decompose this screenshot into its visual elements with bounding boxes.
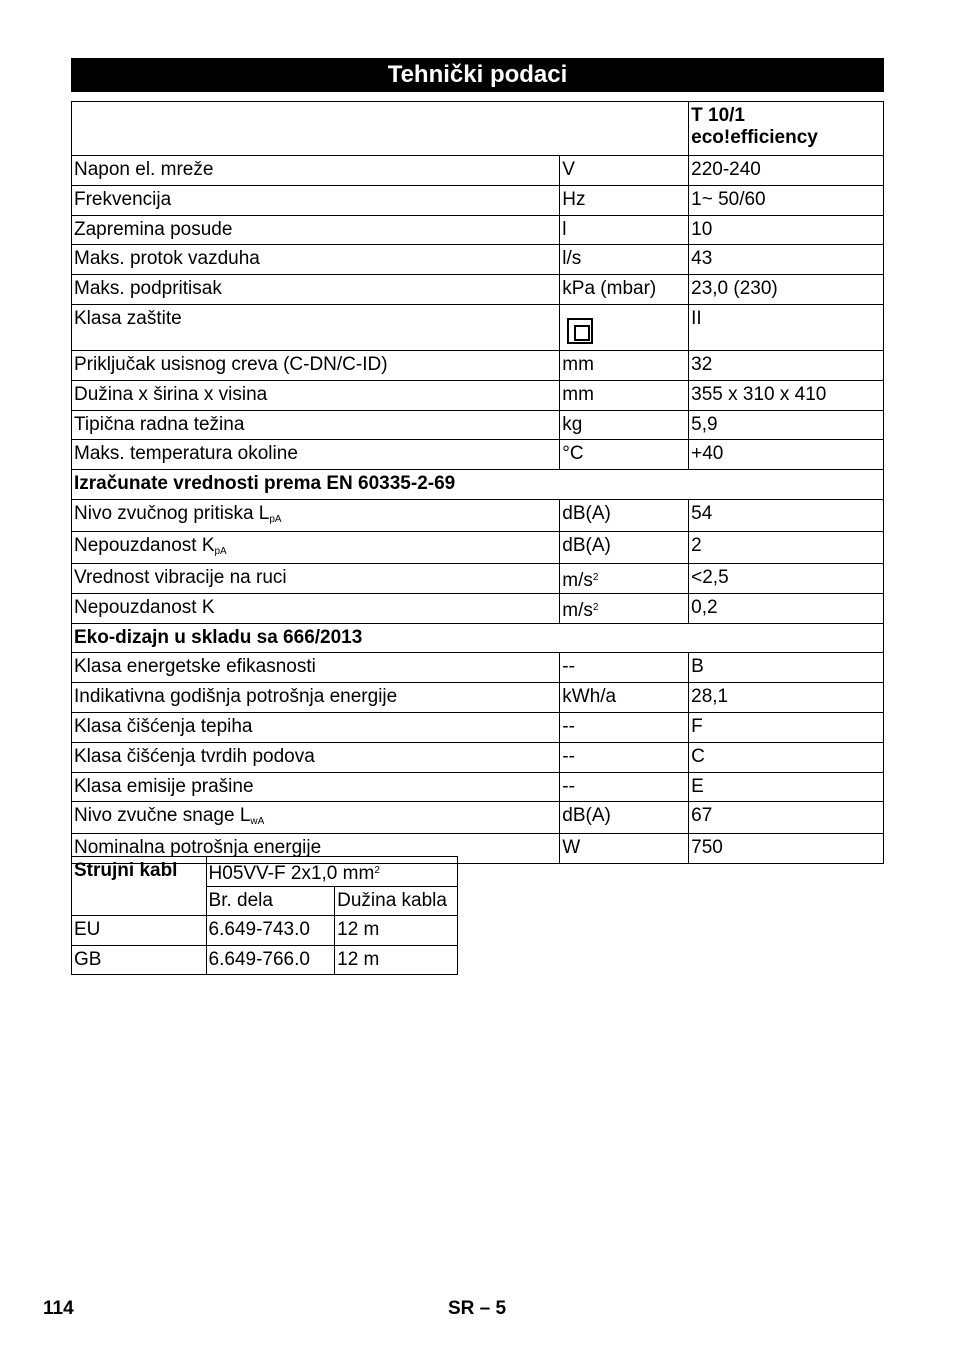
- spec-label: Tipična radna težina: [72, 410, 560, 440]
- spec-label: Vrednost vibracije na ruci: [72, 563, 560, 593]
- table-row: [72, 304, 884, 350]
- spec-label: Nepouzdanost K: [72, 593, 560, 623]
- table-row: [72, 380, 884, 410]
- cable-region: GB: [72, 945, 207, 975]
- spec-label: Dužina x širina x visina: [72, 380, 560, 410]
- table-row: [72, 593, 884, 623]
- table-row: [72, 215, 884, 245]
- spec-value: 2: [689, 531, 884, 563]
- spec-unit: $m/s^2$: [560, 593, 689, 623]
- table-row: [72, 410, 884, 440]
- spec-unit: kPa (mbar): [560, 275, 689, 305]
- spec-label: Maks. protok vazduha: [72, 245, 560, 275]
- spec-unit: --: [560, 772, 689, 802]
- spec-label: Nivo zvučne snage $L_{wA}$: [72, 802, 560, 834]
- spec-label: Nominalna potrošnja energije: [72, 834, 560, 864]
- table-row: [72, 802, 884, 834]
- protection-class-ii-icon: [567, 318, 593, 344]
- spec-value: 1~ 50/60: [689, 185, 884, 215]
- cable-header-row: [72, 857, 458, 887]
- spec-value: <2,5: [689, 563, 884, 593]
- spec-unit: Hz: [560, 185, 689, 215]
- spec-unit: kWh/a: [560, 683, 689, 713]
- technical-data-table: [71, 101, 884, 864]
- spec-unit: --: [560, 653, 689, 683]
- spec-value: 28,1: [689, 683, 884, 713]
- spec-label: Klasa zaštite: [72, 304, 560, 350]
- table-row: [72, 712, 884, 742]
- table-row: [72, 683, 884, 713]
- model-name: T 10/1 eco!efficiency: [689, 102, 884, 156]
- spec-unit: --: [560, 712, 689, 742]
- spec-label: Napon el. mreže: [72, 156, 560, 186]
- page-title: Tehnički podaci: [71, 58, 884, 92]
- table-row: [72, 275, 884, 305]
- cable-length: 12 m: [335, 945, 458, 975]
- spec-value: 355 x 310 x 410: [689, 380, 884, 410]
- spec-label: Nepouzdanost $K_{pA}$: [72, 531, 560, 563]
- eco-section-heading: Eko-dizajn u skladu sa 666/2013: [72, 623, 884, 653]
- spec-unit: --: [560, 742, 689, 772]
- cable-part-number: 6.649-766.0: [206, 945, 335, 975]
- spec-unit: kg: [560, 410, 689, 440]
- spec-unit: dB(A): [560, 499, 689, 531]
- table-row: [72, 742, 884, 772]
- section-heading-row: [72, 470, 884, 500]
- cable-length: 12 m: [335, 916, 458, 946]
- spec-value: C: [689, 742, 884, 772]
- table-row: [72, 916, 458, 946]
- spec-value: B: [689, 653, 884, 683]
- spec-label: Maks. temperatura okoline: [72, 440, 560, 470]
- spec-unit: l: [560, 215, 689, 245]
- spec-unit: [560, 304, 689, 350]
- table-row: [72, 772, 884, 802]
- spec-value: 750: [689, 834, 884, 864]
- cable-region: EU: [72, 916, 207, 946]
- spec-value: II: [689, 304, 884, 350]
- spec-value: 0,2: [689, 593, 884, 623]
- spec-unit: V: [560, 156, 689, 186]
- spec-label: Klasa energetske efikasnosti: [72, 653, 560, 683]
- table-row: [72, 245, 884, 275]
- table-row: [72, 156, 884, 186]
- spec-value: 5,9: [689, 410, 884, 440]
- header-empty-cell: [72, 102, 689, 156]
- spec-label: Nivo zvučnog pritiska $L_{pA}$: [72, 499, 560, 531]
- spec-unit: $m/s^2$: [560, 563, 689, 593]
- table-row: [72, 350, 884, 380]
- spec-unit: mm: [560, 350, 689, 380]
- spec-unit: dB(A): [560, 802, 689, 834]
- spec-value: 67: [689, 802, 884, 834]
- table-header-row: [72, 102, 884, 156]
- table-row: [72, 440, 884, 470]
- spec-unit: mm: [560, 380, 689, 410]
- spec-value: 54: [689, 499, 884, 531]
- spec-unit: l/s: [560, 245, 689, 275]
- table-row: [72, 653, 884, 683]
- section-heading-row: [72, 623, 884, 653]
- spec-value: 220-240: [689, 156, 884, 186]
- cable-heading: Strujni kabl: [72, 857, 207, 916]
- cable-part-number: 6.649-743.0: [206, 916, 335, 946]
- spec-value: 43: [689, 245, 884, 275]
- power-cable-table: [71, 856, 458, 975]
- col-cable-length: Dužina kabla: [335, 886, 458, 916]
- spec-value: 23,0 (230): [689, 275, 884, 305]
- spec-label: Klasa čišćenja tepiha: [72, 712, 560, 742]
- spec-unit: °C: [560, 440, 689, 470]
- table-row: [72, 531, 884, 563]
- spec-value: 10: [689, 215, 884, 245]
- section-page-label: SR – 5: [448, 1298, 507, 1319]
- spec-value: +40: [689, 440, 884, 470]
- spec-label: Priključak usisnog creva (C-DN/C-ID): [72, 350, 560, 380]
- spec-label: Zapremina posude: [72, 215, 560, 245]
- spec-label: Indikativna godišnja potrošnja energije: [72, 683, 560, 713]
- spec-value: 32: [689, 350, 884, 380]
- col-part-number: Br. dela: [206, 886, 335, 916]
- table-row: [72, 499, 884, 531]
- noise-section-heading: Izračunate vrednosti prema EN 60335-2-69: [72, 470, 884, 500]
- spec-unit: dB(A): [560, 531, 689, 563]
- spec-unit: W: [560, 834, 689, 864]
- table-row: [72, 945, 458, 975]
- page-number: 114: [43, 1298, 74, 1319]
- spec-label: Klasa čišćenja tvrdih podova: [72, 742, 560, 772]
- table-row: [72, 563, 884, 593]
- spec-label: Klasa emisije prašine: [72, 772, 560, 802]
- spec-value: F: [689, 712, 884, 742]
- table-row: [72, 185, 884, 215]
- cable-type: H05VV-F 2x1,0 $mm^2$: [206, 857, 457, 887]
- spec-label: Maks. podpritisak: [72, 275, 560, 305]
- spec-label: Frekvencija: [72, 185, 560, 215]
- spec-value: E: [689, 772, 884, 802]
